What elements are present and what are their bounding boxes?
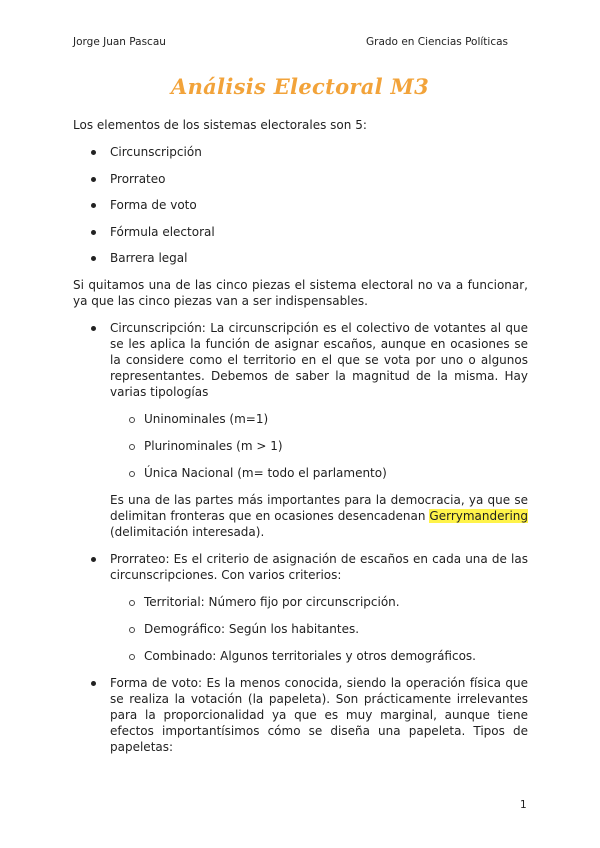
paragraph-text: Si quitamos una de las cinco piezas el sistema electoral no va a funcionar, ya que las cinco piezas van a ser indispensables. <box>73 277 528 308</box>
circunscripcion-note: Es una de las partes más importantes para la democracia, ya que se delimitan fronteras que en ocasiones desencadenan Gerrymandering (delimitación interesada). <box>110 492 528 539</box>
prorrateo-criteria <box>110 594 528 664</box>
bullet-icon <box>91 230 96 235</box>
list-item: Uninominales (m=1) <box>73 411 528 427</box>
prorrateo-text: Prorrateo: Es el criterio de asignación de escaños en cada una de las circunscripciones. Con varios criterios: <box>110 551 528 582</box>
list-item: Prorrateo <box>73 171 528 187</box>
bullet-icon <box>91 256 96 261</box>
detail-prorrateo <box>73 551 528 664</box>
document-title: Análisis Electoral M3 <box>170 74 429 99</box>
list-item: Circunscripción <box>73 144 528 160</box>
header-course: Grado en Ciencias Políticas <box>366 36 508 48</box>
detail-circunscripcion <box>73 320 528 540</box>
list-item: Plurinominales (m > 1) <box>73 438 528 454</box>
list-item: Forma de voto <box>73 197 528 213</box>
list-item: Barrera legal <box>73 250 528 266</box>
header-author: Jorge Juan Pascau <box>73 36 166 48</box>
circunscripcion-types <box>110 411 528 481</box>
bullet-icon <box>91 203 96 208</box>
bullet-icon <box>91 150 96 155</box>
detail-forma-voto <box>73 675 528 755</box>
list-item: Combinado: Algunos territoriales y otros demográficos. <box>73 648 528 664</box>
circle-bullet-icon <box>129 417 135 423</box>
circle-bullet-icon <box>129 654 135 660</box>
highlighted-term: Gerrymandering <box>429 508 528 523</box>
list-item: Demográfico: Según los habitantes. <box>73 621 528 637</box>
elements-list <box>73 144 528 266</box>
details-list <box>73 320 528 755</box>
circunscripcion-text: Circunscripción: La circunscripción es el colectivo de votantes al que se les aplica la función de asignar escaños, aunque en ocasiones se la considere como el territorio en el que se vota por uno o algunos representantes. Debemos de saber la magnitud de la misma. Hay varias tipologías <box>110 320 528 399</box>
document-body <box>73 117 528 766</box>
list-item: Única Nacional (m= todo el parlamento) <box>73 465 528 481</box>
circle-bullet-icon <box>129 600 135 606</box>
list-item: Fórmula electoral <box>73 224 528 240</box>
list-item: Territorial: Número fijo por circunscripción. <box>73 594 528 610</box>
forma-voto-text: Forma de voto: Es la menos conocida, siendo la operación física que se realiza la votación (la papeleta). Son prácticamente irrelevantes para la proporcionalidad ya que es muy marginal, aunque tiene efectos importantísimos cómo se diseña una papeleta. Tipos de papeletas: <box>110 675 528 754</box>
bullet-icon <box>91 177 96 182</box>
circle-bullet-icon <box>129 444 135 450</box>
intro-text: Los elementos de los sistemas electorales son 5: <box>73 118 367 132</box>
circle-bullet-icon <box>129 471 135 477</box>
bullet-icon <box>91 326 96 331</box>
bullet-icon <box>91 557 96 562</box>
circle-bullet-icon <box>129 627 135 633</box>
page-number: 1 <box>520 799 527 811</box>
bullet-icon <box>91 681 96 686</box>
